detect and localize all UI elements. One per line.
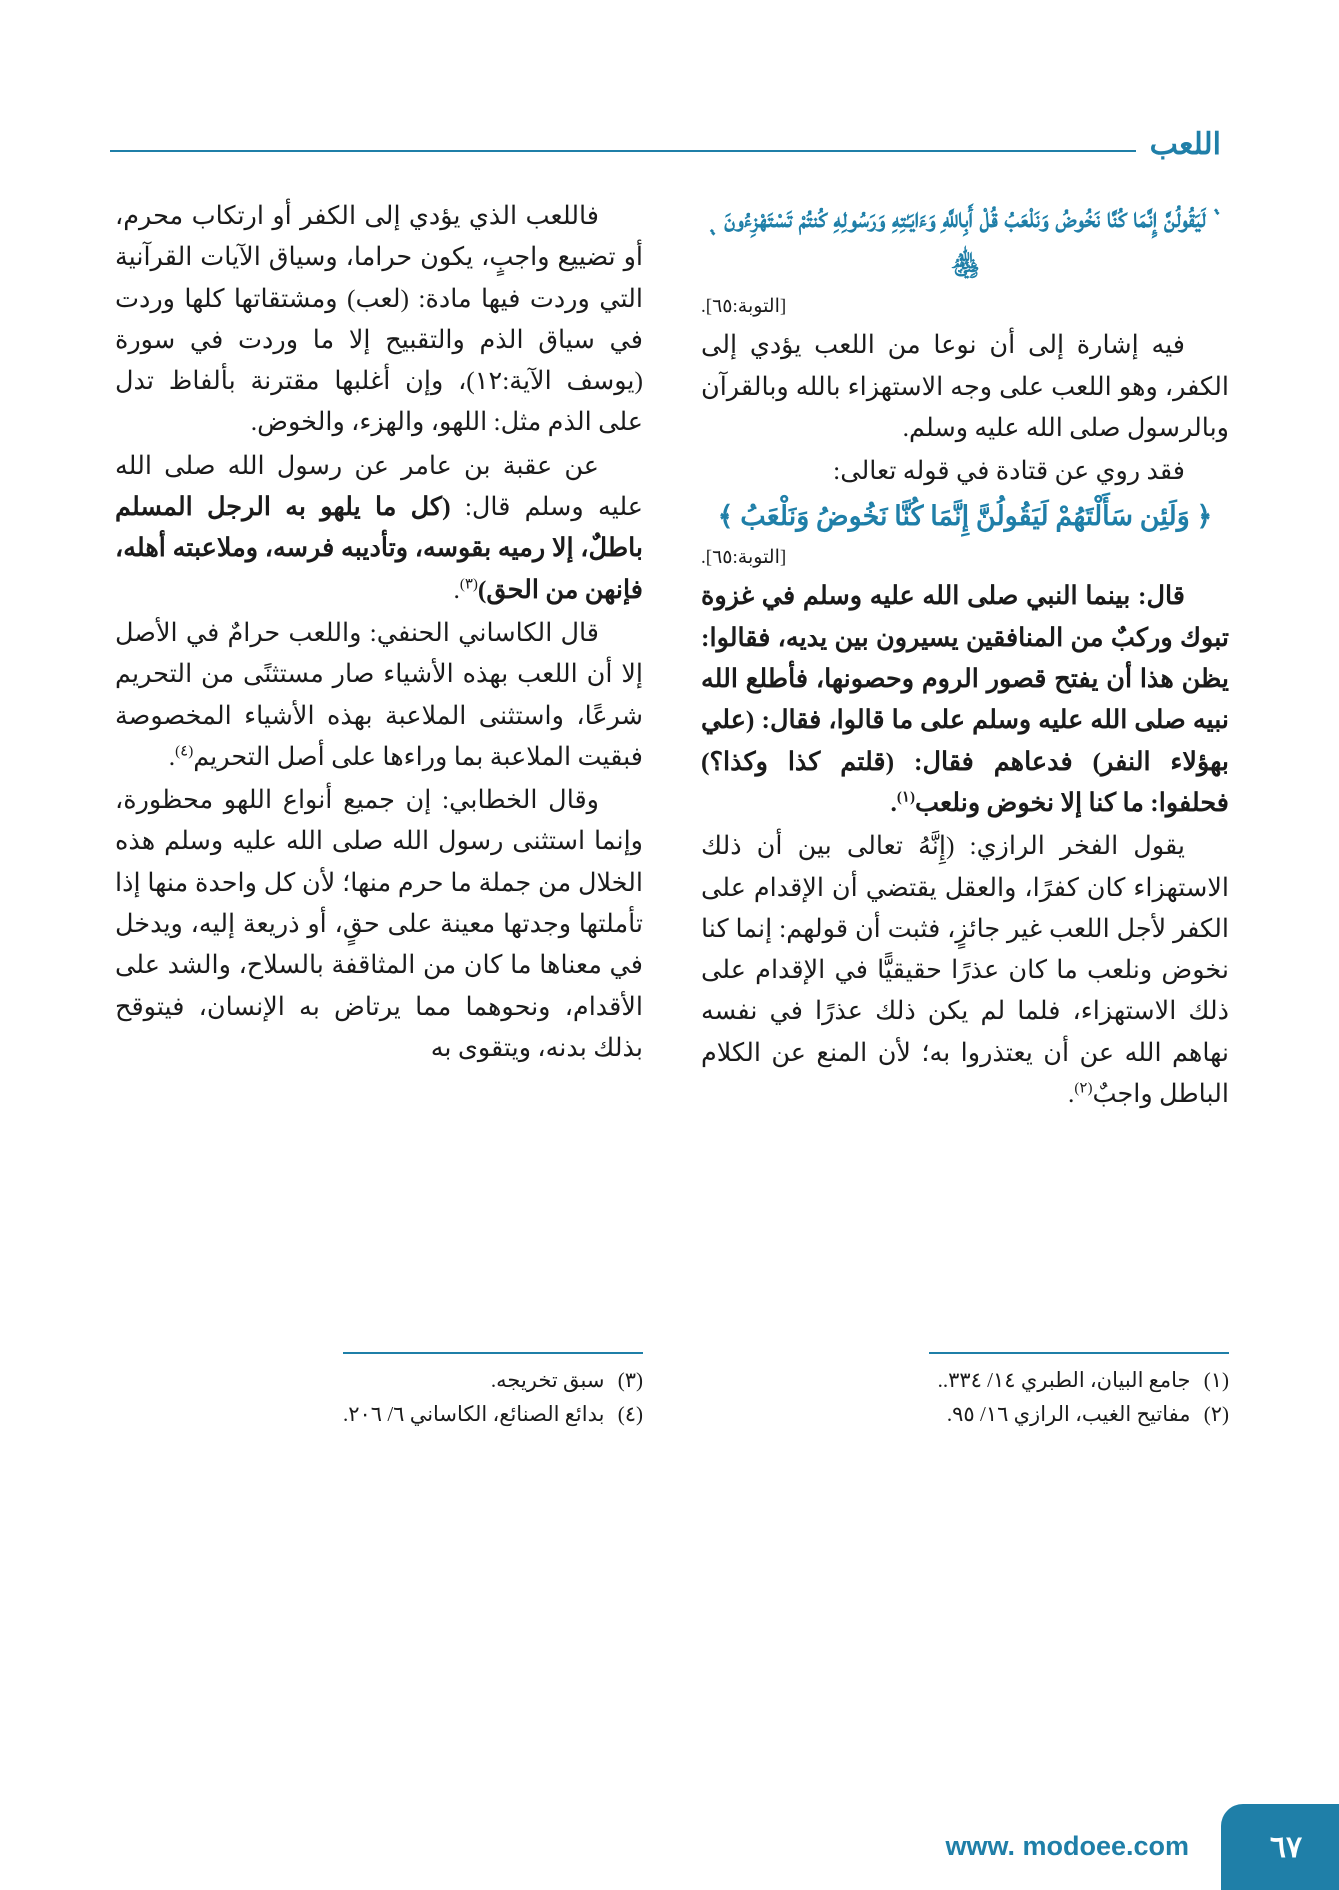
page-number-tab: [1221, 1804, 1339, 1890]
footnote-item: [115, 1398, 643, 1432]
header-divider: [110, 150, 1229, 152]
paragraph-r4-text: يقول الفخر الرازي: (إِنَّهُ تعالى بين أن ذلك الاستهزاء كان كفرًا، والعقل يقتضي أن الإقدام على الكفر لأجل اللعب غير جائزٍ، فثبت أن قولهم: إنما كنا نخوض ونلعب ما كان عذرًا حقيقيًّا في الإقدام على ذلك الاستهزاء، فلما لم يكن ذلك عذرًا في نفسه نهاهم الله عن أن يعتذروا به؛ لأن المنع عن الكلام الباطل واجبٌ: [701, 831, 1229, 1109]
paragraph-r4: [701, 825, 1229, 1114]
footnote-number: (٣): [617, 1368, 643, 1392]
quran-verse-2: ﴿ وَلَئِن سَأَلْتَهُمْ لَيَقُولُنَّ إِنَّمَا كُنَّا نَخُوضُ وَنَلْعَبُ ﴾: [717, 501, 1213, 532]
paragraph-l3-text: قال الكاساني الحنفي: واللعب حرامٌ في الأصل إلا أن اللعب بهذه الأشياء صار مستثنًى من التحريم شرعًا، واستثنى الملاعبة بهذه الأشياء المخصوصة فبقيت الملاعبة بما وراءها على أصل التحريم: [115, 617, 643, 771]
footnote-divider-right: [929, 1352, 1229, 1354]
footnote-marker-4: (٤): [175, 743, 194, 760]
paragraph-l3: [115, 612, 643, 777]
footnotes-left: [115, 1352, 643, 1472]
column-right: [701, 195, 1229, 1335]
quran-verse-1: ﮽ لَيَقُولُنَّ إِنَّمَا كُنَّا نَخُوضُ وَنَلْعَبُ قُلْ أَبِاللَّهِ وَءَايَـٰتِهِ وَرَسُولِهِ كُنتُمْ تَسْتَهْزِءُونَ ﮾ ﵃: [708, 203, 1222, 281]
footnote-marker-3: (٣): [459, 576, 478, 593]
footnotes-area: [110, 1352, 1229, 1472]
paragraph-r3-end: .: [890, 787, 897, 817]
footnote-divider-left: [343, 1352, 643, 1354]
footnote-text: مفاتيح الغيب، الرازي ١٦/ ٩٥.: [946, 1401, 1191, 1426]
page-title: اللعب: [1136, 128, 1229, 162]
column-left: [115, 195, 643, 1335]
paragraph-l1: فاللعب الذي يؤدي إلى الكفر أو ارتكاب محرم، أو تضييع واجبٍ، يكون حراما، وسياق الآيات القرآنية التي وردت فيها مادة: (لعب) ومشتقاتها كلها وردت في سياق الذم والتقبيح إلا ما وردت في سورة (يوسف الآية:١٢)، وإن أغلبها مقترنة بألفاظ تدل على الذم مثل: اللهو، والهزء، والخوض.: [115, 201, 643, 437]
quran-verse-1-reference: [التوبة:٦٥].: [701, 295, 787, 317]
footnote-marker-1: (١): [896, 789, 915, 806]
paragraph-r2: فقد روي عن قتادة في قوله تعالى:: [833, 456, 1185, 486]
paragraph-r3: [701, 575, 1229, 823]
quran-verse-2-reference: [التوبة:٦٥].: [701, 546, 787, 568]
footnote-item: [701, 1398, 1229, 1432]
paragraph-r1: فيه إشارة إلى أن نوعا من اللعب يؤدي إلى الكفر، وهو اللعب على وجه الاستهزاء بالله وبالقرآن وبالرسول صلى الله عليه وسلم.: [701, 330, 1229, 442]
footnote-marker-2: (٢): [1074, 1080, 1093, 1097]
page-footer: [0, 1780, 1339, 1890]
paragraph-l4: وقال الخطابي: إن جميع أنواع اللهو محظورة، وإنما استثنى رسول الله صلى الله عليه وسلم هذه الخلال من جملة ما حرم منها؛ لأن كل واحدة منها إذا تأملتها وجدتها معينة على حقٍ، أو ذريعة إليه، ويدخل في معناها ما كان من المثاقفة بالسلاح، والشد على الأقدام، ونحوهما مما يرتاض به الإنسان، فيتوقح بذلك بدنه، ويتقوى به: [115, 785, 643, 1062]
page-number: ٦٧: [1269, 1830, 1303, 1864]
footnote-item: [115, 1364, 643, 1398]
footnote-number: (٢): [1203, 1401, 1229, 1426]
page-header: [110, 128, 1229, 162]
paragraph-r3-text: قال: بينما النبي صلى الله عليه وسلم في غزوة تبوك وركبٌ من المنافقين يسيرون بين يديه، فقالوا: يظن هذا أن يفتح قصور الروم وحصونها، فأطلع الله نبيه صلى الله عليه وسلم على ما قالوا، فقال: (علي بهؤلاء النفر) فدعاهم فقال: (قلتم كذا وكذا؟) فحلفوا: ما كنا إلا نخوض ونلعب: [701, 581, 1229, 817]
footnote-text: بدائع الصنائع، الكاساني ٦/ ٢٠٦.: [342, 1401, 605, 1426]
footnote-text: سبق تخريجه.: [490, 1368, 605, 1392]
body-columns: [110, 195, 1229, 1335]
footnote-number: (١): [1203, 1368, 1229, 1392]
paragraph-r4-end: .: [1068, 1079, 1075, 1109]
paragraph-l3-end: .: [168, 741, 176, 771]
footnote-item: [701, 1364, 1229, 1398]
paragraph-l2: [115, 445, 643, 610]
paragraph-l2-intro: عن عقبة بن عامر عن رسول الله صلى الله عليه وسلم قال:: [115, 450, 643, 522]
footnotes-right: [701, 1352, 1229, 1472]
footnote-number: (٤): [617, 1401, 643, 1426]
website-url: www. modoee.com: [945, 1831, 1189, 1861]
paragraph-l2-end: .: [453, 574, 460, 604]
hadith-text: (كل ما يلهو به الرجل المسلم باطلٌ، إلا رميه بقوسه، وتأديبه فرسه، وملاعبته أهله، فإنهن من الحق): [115, 492, 643, 604]
footnote-text: جامع البيان، الطبري ١٤/ ٣٣٤..: [937, 1368, 1191, 1392]
